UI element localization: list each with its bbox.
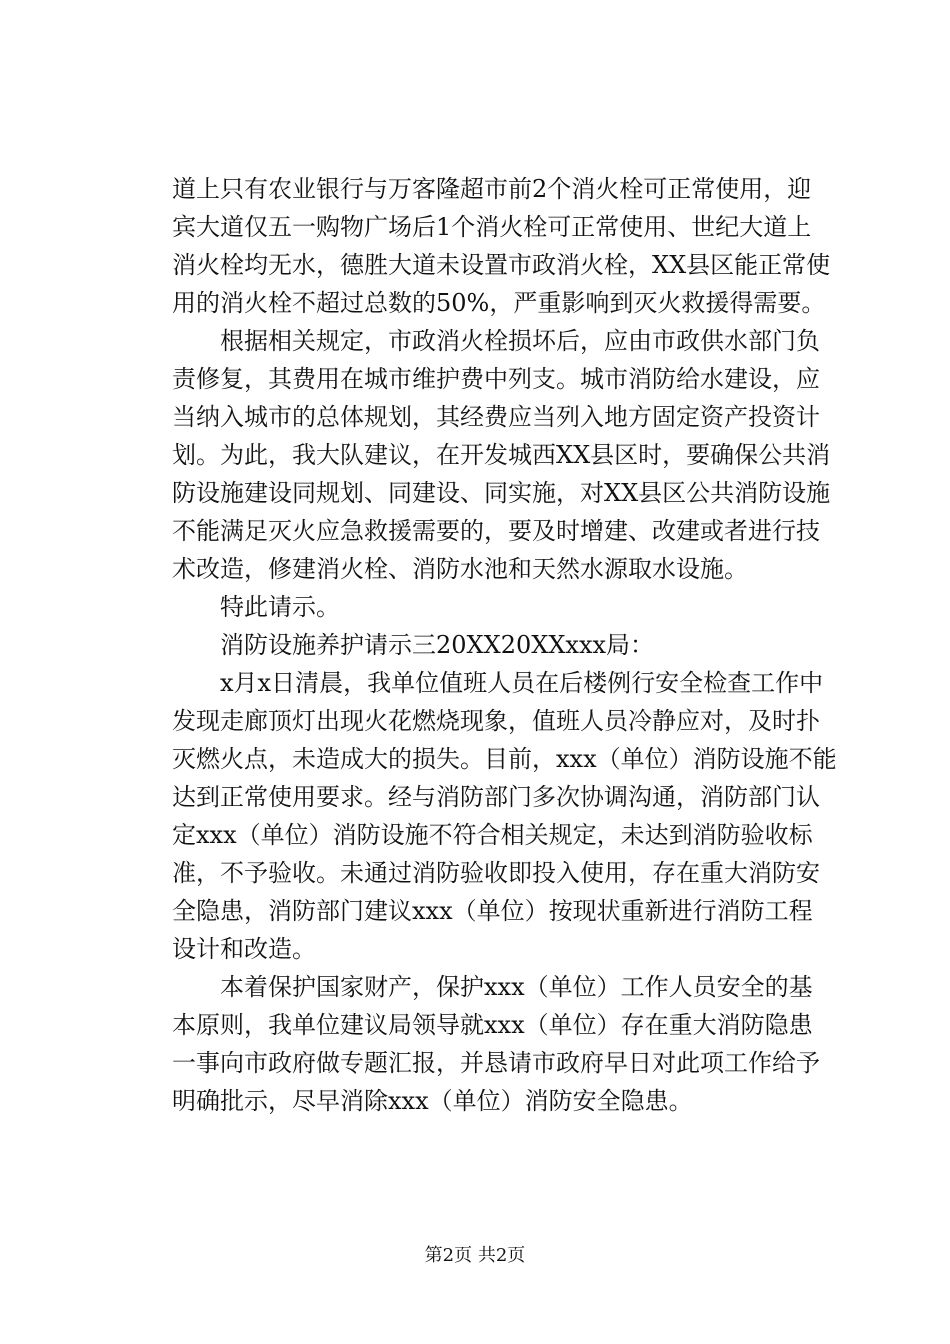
text-line: 责修复，其费用在城市维护费中列支。城市消防给水建设，应 <box>172 365 820 393</box>
page-number-footer: 第2页 共2页 <box>424 1245 526 1266</box>
text-line: 本原则，我单位建议局领导就xxx（单位）存在重大消防隐患 <box>172 1011 813 1039</box>
text-line: 消防设施养护请示三20XX20XXxxx局： <box>172 631 655 659</box>
text-line: 发现走廊顶灯出现火花燃烧现象，值班人员冷静应对，及时扑 <box>172 707 820 735</box>
text-line: 一事向市政府做专题汇报，并恳请市政府早日对此项工作给予 <box>172 1049 820 1077</box>
text-line: 全隐患，消防部门建议xxx（单位）按现状重新进行消防工程 <box>172 897 813 925</box>
text-line: 当纳入城市的总体规划，其经费应当列入地方固定资产投资计 <box>172 403 820 431</box>
text-line: 不能满足灭火应急救援需要的，要及时增建、改建或者进行技 <box>172 517 820 545</box>
text-line: 划。为此，我大队建议，在开发城西XX县区时，要确保公共消 <box>172 441 831 469</box>
text-line: 特此请示。 <box>172 593 340 621</box>
document-body <box>172 170 837 1120</box>
text-line: 准，不予验收。未通过消防验收即投入使用，存在重大消防安 <box>172 859 820 887</box>
text-line: 用的消火栓不超过总数的50%，严重影响到灭火救援得需要。 <box>172 289 826 317</box>
text-line: 宾大道仅五一购物广场后1个消火栓可正常使用、世纪大道上 <box>172 213 812 241</box>
text-line: 术改造，修建消火栓、消防水池和天然水源取水设施。 <box>172 555 748 583</box>
text-line: 根据相关规定，市政消火栓损坏后，应由市政供水部门负 <box>172 327 820 355</box>
text-line: 防设施建设同规划、同建设、同实施，对XX县区公共消防设施 <box>172 479 831 507</box>
text-line: 定xxx（单位）消防设施不符合相关规定，未达到消防验收标 <box>172 821 813 849</box>
text-line: x月x日清晨，我单位值班人员在后楼例行安全检查工作中 <box>172 669 824 697</box>
text-line: 消火栓均无水，德胜大道未设置市政消火栓，XX县区能正常使 <box>172 251 831 279</box>
text-line: 本着保护国家财产，保护xxx（单位）工作人员安全的基 <box>172 973 813 1001</box>
text-line: 设计和改造。 <box>172 935 316 963</box>
text-line: 灭燃火点，未造成大的损失。目前，xxx（单位）消防设施不能 <box>172 745 837 773</box>
text-line: 道上只有农业银行与万客隆超市前2个消火栓可正常使用，迎 <box>172 175 812 203</box>
text-line: 明确批示，尽早消除xxx（单位）消防安全隐患。 <box>172 1087 693 1115</box>
text-line: 达到正常使用要求。经与消防部门多次协调沟通，消防部门认 <box>172 783 820 811</box>
